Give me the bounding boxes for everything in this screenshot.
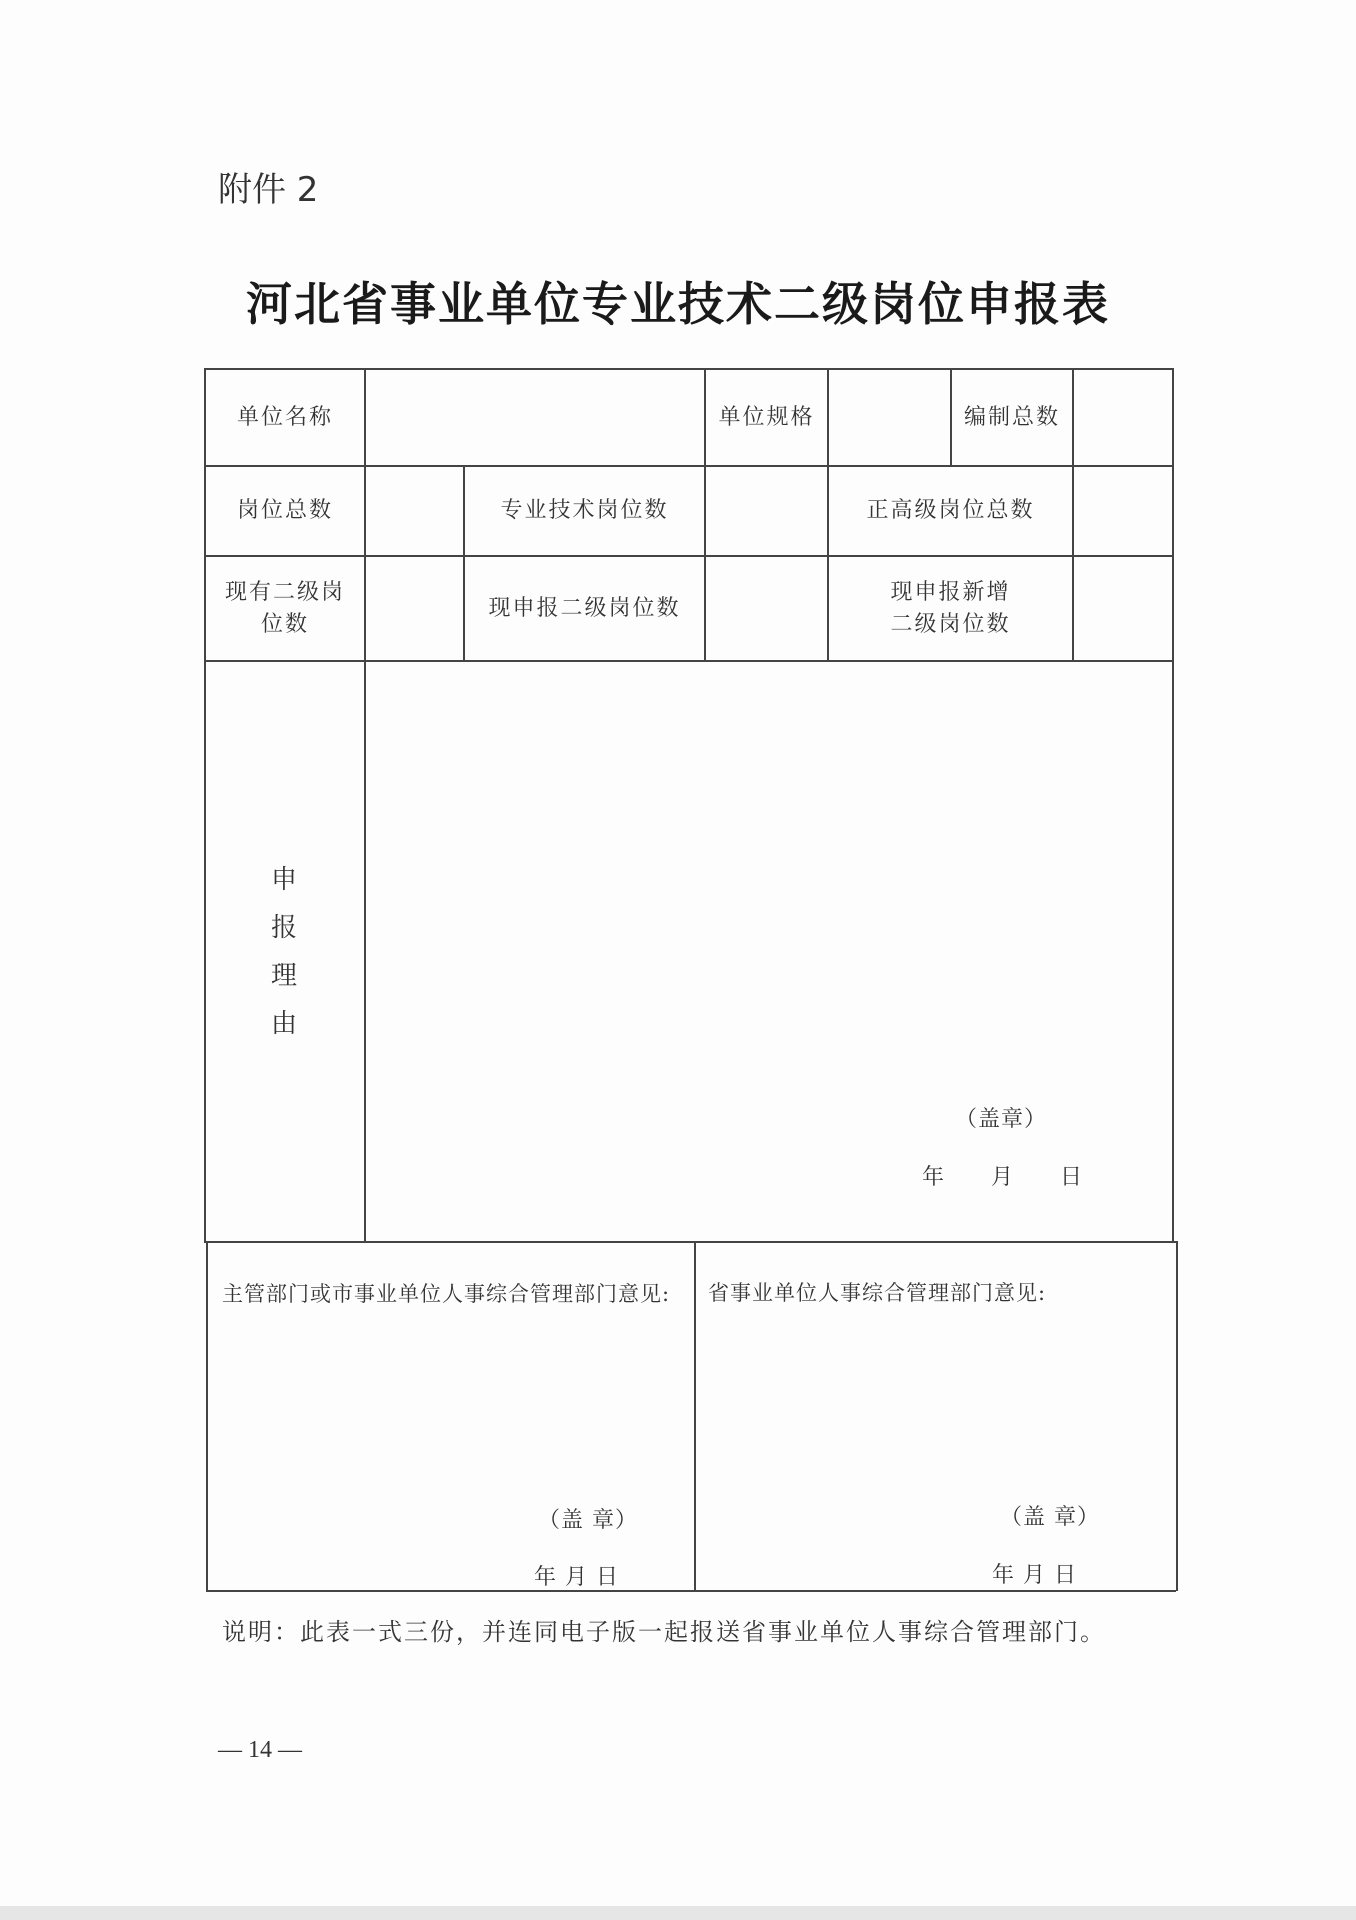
apply-level2-label: 现申报二级岗位数 — [488, 595, 681, 621]
province-date: 年 月 日 — [992, 1563, 1077, 1588]
reason-label — [206, 662, 364, 1241]
post-total-field[interactable] — [366, 467, 463, 555]
supervisor-opinion-label: 主管部门或市事业单位人事综合管理部门意见: — [222, 1282, 671, 1306]
existing-level2-field[interactable] — [366, 557, 463, 660]
tech-post-label: 专业技术岗位数 — [500, 498, 669, 524]
apply-level2-field[interactable] — [706, 557, 827, 660]
new-level2-label: 现申报新增 二级岗位数 — [890, 579, 1011, 637]
reason-seal: （盖章） — [955, 1107, 1048, 1132]
reason-date: 年 月 日 — [922, 1165, 1084, 1190]
reason-char: 理 — [270, 960, 299, 991]
province-opinion-label: 省事业单位人事综合管理部门意见: — [708, 1281, 1047, 1305]
page-number: — 14 — — [218, 1737, 302, 1763]
senior-post-field[interactable] — [1074, 467, 1172, 555]
tech-post-field[interactable] — [706, 467, 827, 555]
reason-char: 申 — [270, 864, 299, 895]
attachment-label: 附件 2 — [218, 170, 319, 210]
post-total-label: 岗位总数 — [236, 498, 333, 524]
unit-name-field[interactable] — [366, 370, 704, 465]
supervisor-date: 年 月 日 — [534, 1565, 619, 1590]
form-title: 河北省事业单位专业技术二级岗位申报表 — [246, 277, 1110, 331]
reason-char: 由 — [270, 1008, 299, 1039]
new-level2-field[interactable] — [1074, 557, 1172, 660]
supervisor-seal: （盖 章） — [538, 1508, 638, 1533]
unit-scale-field[interactable] — [829, 370, 950, 465]
province-seal: （盖 章） — [1000, 1505, 1100, 1530]
unit-name-label: 单位名称 — [236, 404, 333, 430]
scan-edge — [0, 1906, 1356, 1920]
supervisor-opinion-field[interactable] — [208, 1345, 692, 1495]
existing-level2-label: 现有二级岗 位数 — [224, 579, 345, 637]
reason-field[interactable] — [366, 662, 1172, 1241]
senior-post-label: 正高级岗位总数 — [866, 498, 1035, 524]
staff-total-field[interactable] — [1074, 370, 1172, 465]
reason-char: 报 — [270, 912, 299, 943]
staff-total-label: 编制总数 — [963, 404, 1060, 430]
unit-scale-label: 单位规格 — [718, 404, 815, 430]
province-opinion-field[interactable] — [696, 1320, 1174, 1495]
form-note: 说明：此表一式三份，并连同电子版一起报送省事业单位人事综合管理部门。 — [222, 1618, 1106, 1646]
